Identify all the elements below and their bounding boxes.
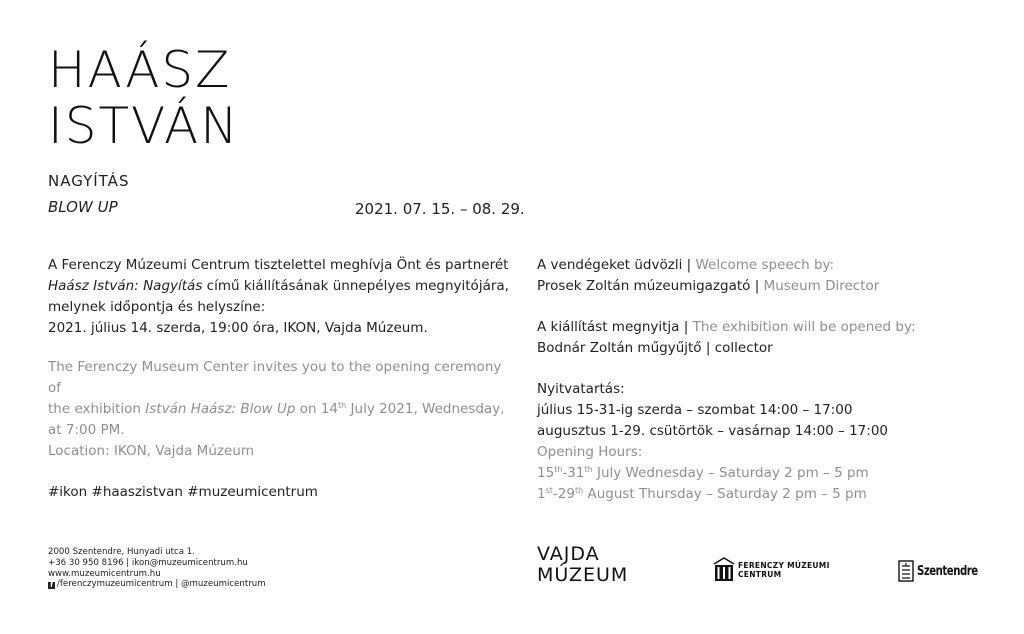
subtitle-hu: NAGYÍTÁS: [48, 172, 130, 190]
opener-label-hu: A kiállítást megnyitja |: [537, 319, 693, 335]
title-line-2: ISTVÁN: [48, 97, 240, 155]
invitation-en-line: Location: IKON, Vajda Múzeum: [48, 443, 254, 459]
hours-line: augusztus 1-29. csütörtök – vasárnap 14:00 – 17:00: [537, 423, 888, 439]
footer-website[interactable]: www.muzeumicentrum.hu: [48, 568, 161, 579]
welcome-label-hu: A vendégeket üdvözli |: [537, 257, 696, 273]
hours-label-hu: Nyitvatartás:: [537, 381, 625, 397]
opener-label-en: The exhibition will be opened by:: [692, 319, 916, 335]
welcome-speech: [537, 255, 997, 297]
hours-line-en: 1st-29th August Thursday – Saturday 2 pm – 5 pm: [537, 486, 867, 502]
hashtags: #ikon #haaszistvan #muzeumicentrum: [48, 484, 318, 500]
welcome-name: Prosek Zoltán múzeumigazgató |: [537, 278, 764, 294]
vajda-muzeum-logo: VAJDA MÚZEUM: [537, 543, 629, 586]
hours-line: július 15-31-ig szerda – szombat 14:00 – 17:00: [537, 402, 853, 418]
footer-contact: [48, 547, 266, 590]
welcome-role-en: Museum Director: [763, 278, 880, 294]
exhibition-opener: [537, 317, 997, 359]
invitation-hu: [48, 255, 518, 339]
invitation-en: [48, 357, 518, 462]
hours-label-en: Opening Hours:: [537, 444, 643, 460]
exhibition-dates: 2021. 07. 15. – 08. 29.: [355, 200, 525, 218]
title-line-1: HAÁSZ: [48, 41, 232, 99]
exhibition-title: [48, 42, 240, 154]
hours-line-en: 15th-31th July Wednesday – Saturday 2 pm – 5 pm: [537, 465, 869, 481]
opening-hours: [537, 379, 997, 505]
invitation-en-line: at 7:00 PM.: [48, 422, 125, 438]
invitation-hu-line: melynek időpontja és helyszíne:: [48, 299, 266, 315]
facebook-icon: f: [48, 582, 55, 589]
footer-contact-line[interactable]: +36 30 950 8196 | ikon@muzeumicentrum.hu: [48, 557, 248, 568]
invitation-en-line: The Ferenczy Museum Center invites you to the opening ceremony of: [48, 359, 502, 396]
ferenczy-muzeumi-centrum-logo: FERENCZY MÚZEUMI CENTRUM: [713, 557, 830, 583]
opener-role-en: collector: [714, 340, 773, 356]
footer-social[interactable]: f /ferenczymuzeumicentrum | @muzeumicentrum: [48, 579, 266, 590]
exhibition-name-en: István Haász: Blow Up: [145, 401, 296, 417]
invitation-en-line: the exhibition István Haász: Blow Up on 14th July 2021, Wednesday,: [48, 401, 505, 417]
footer-address: 2000 Szentendre, Hunyadi utca 1.: [48, 547, 195, 557]
subtitle-en: BLOW UP: [48, 198, 118, 216]
invitation-hu-line: A Ferenczy Múzeumi Centrum tisztelettel meghívja Önt és partnerét: [48, 257, 509, 273]
invitation-hu-line: Haász István: Nagyítás című kiállításának ünnepélyes megnyitójára,: [48, 278, 509, 294]
exhibition-name-hu: Haász István: Nagyítás: [48, 278, 203, 294]
welcome-label-en: Welcome speech by:: [695, 257, 835, 273]
invitation-hu-line: 2021. július 14. szerda, 19:00 óra, IKON, Vajda Múzeum.: [48, 320, 428, 336]
opener-name: Bodnár Zoltán műgyűjtő |: [537, 340, 715, 356]
szentendre-logo: Szentendre: [898, 560, 995, 582]
szentendre-crest-icon: [898, 560, 914, 582]
ferenczy-building-icon: [713, 557, 735, 583]
